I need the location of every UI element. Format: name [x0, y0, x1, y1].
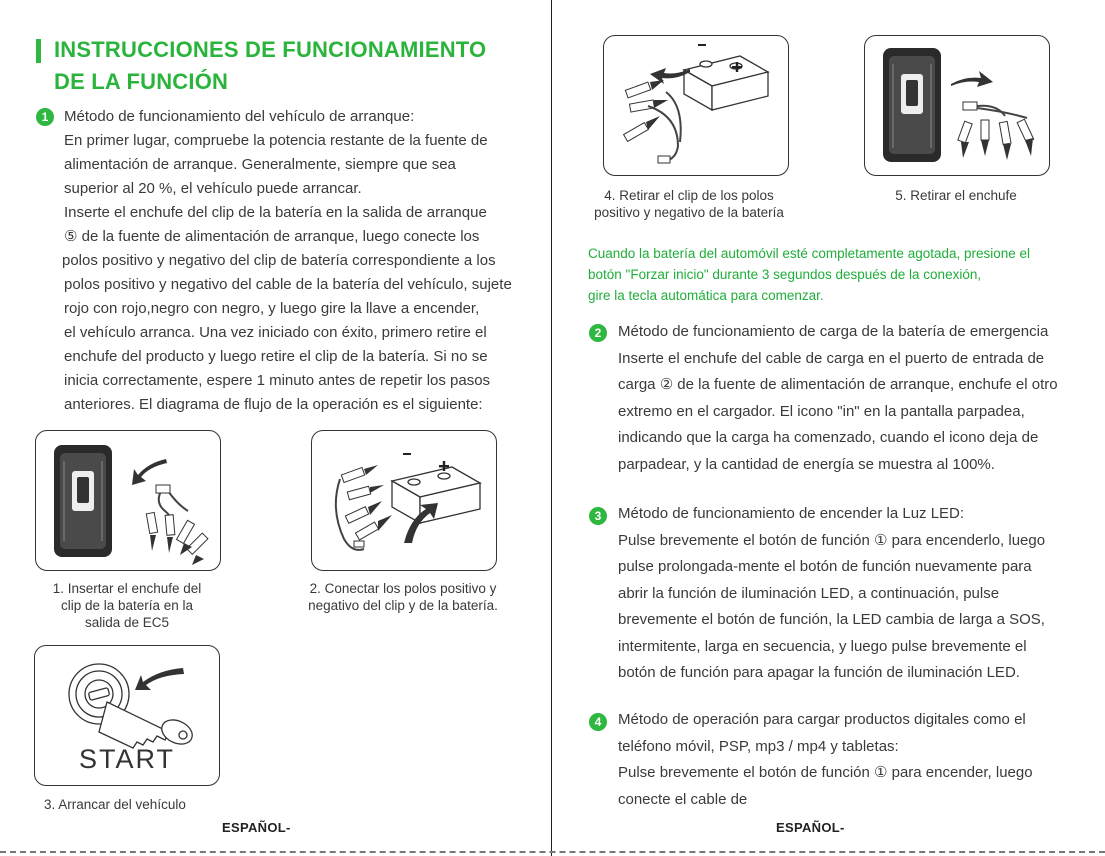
arrow-icon: [132, 459, 167, 485]
car-battery-icon: [392, 467, 480, 523]
page-divider: [551, 0, 552, 856]
figure-connect-clips: [311, 430, 497, 571]
text-line: parpadear, y la cantidad de energía se muestra al 100%.: [618, 455, 995, 473]
text-line: rojo con rojo,negro con negro, y luego gire la llave a encender,: [64, 300, 480, 317]
step-2-text: [618, 319, 1058, 478]
text-line: conecte el cable de: [618, 790, 748, 808]
text-line: el vehículo arranca. Una vez iniciado con éxito, primero retire el: [64, 324, 487, 341]
battery-remove-illustration: [604, 36, 788, 175]
text-line: ⑤ de la fuente de alimentación de arranque, luego conecte los: [64, 228, 480, 245]
caption-line: salida de EC5: [84, 615, 170, 630]
text-line: brevemente el botón de función, la LED cambia de larga a SOS,: [618, 611, 1045, 628]
text-line: anteriores. El diagrama de flujo de la operación es el siguiente:: [64, 396, 483, 413]
step-1-badge: 1: [36, 108, 54, 126]
note-line: Cuando la batería del automóvil esté completamente agotada, presione el: [588, 246, 1031, 261]
caption-line: 4. Retirar el clip de los polos: [604, 188, 774, 203]
text-line: carga ② de la fuente de alimentación de arranque, enchufe el otro: [618, 376, 1058, 393]
footer-label-right: ESPAÑOL-: [776, 820, 845, 835]
caption-4: [580, 187, 798, 221]
text-line: Inserte el enchufe del cable de carga en el puerto de entrada de: [618, 349, 1045, 367]
text-line: indicando que la carga ha comenzado, cuando el icono deja de: [618, 429, 1039, 446]
caption-2: [290, 580, 516, 614]
caption-line: 1. Insertar el enchufe del: [52, 581, 202, 596]
minus-sign: [403, 453, 411, 455]
step-2-badge: 2: [589, 324, 607, 342]
note-line: gire la tecla automática para comenzar.: [588, 288, 824, 303]
text-line: superior al 20 %, el vehículo puede arrancar.: [64, 180, 362, 197]
caption-line: positivo y negativo de la batería: [594, 205, 784, 220]
step-1-text: [64, 105, 512, 417]
note-line: botón "Forzar inicio" durante 3 segundos después de la conexión,: [588, 267, 982, 282]
figure-remove-plug: [864, 35, 1050, 176]
battery-clip-icon: [146, 512, 208, 554]
text-line: teléfono móvil, PSP, mp3 / mp4 y tabletas:: [618, 737, 899, 755]
battery-clip-icon: [958, 119, 1034, 144]
text-line: polos positivo y negativo del clip de batería correspondiente a los: [62, 252, 496, 269]
key-icon: [99, 702, 196, 749]
text-line: botón de función para apagar la función de iluminación LED.: [618, 664, 1020, 681]
start-label: START: [78, 744, 175, 774]
step-3-text: [618, 501, 1045, 687]
caption-line: 2. Conectar los polos positivo y: [309, 581, 497, 596]
text-line: Método de operación para cargar productos digitales como el: [618, 711, 1026, 728]
text-line: inicia correctamente, espere 1 minuto antes de repetir los pasos: [64, 372, 491, 389]
figure-start-vehicle: [34, 645, 220, 786]
text-line: Método de funcionamiento de carga de la batería de emergencia: [618, 323, 1049, 340]
text-line: Método de funcionamiento de encender la Luz LED:: [618, 505, 965, 522]
text-line: Pulse brevemente el botón de función ① para encenderlo, luego: [618, 531, 1046, 549]
caption-1: [22, 580, 232, 631]
starter-plug-illustration: [36, 431, 220, 570]
text-line: pulse prolongada-mente el botón de función nuevamente para: [618, 558, 1032, 575]
title-line-1: INSTRUCCIONES DE FUNCIONAMIENTO: [54, 37, 487, 62]
force-start-note: [588, 243, 1030, 306]
battery-connect-illustration: [312, 431, 496, 570]
title-line-2: DE LA FUNCIÓN: [54, 69, 229, 94]
car-battery-icon: [684, 56, 768, 110]
text-line: enchufe del producto y luego retire el clip de la batería. Si no se: [64, 348, 488, 365]
unplug-illustration: [865, 36, 1049, 175]
arrow-icon: [951, 71, 993, 87]
text-line: Inserte el enchufe del clip de la batería en la salida de arranque: [64, 204, 487, 221]
text-line: Pulse brevemente el botón de función ① para encender, luego: [618, 764, 1033, 781]
footer-label-left: ESPAÑOL-: [222, 820, 291, 835]
battery-clip-icon: [624, 82, 655, 141]
step-4-text: [618, 707, 1033, 813]
battery-clip-icon: [341, 467, 378, 539]
minus-sign: [698, 44, 706, 46]
arrow-icon: [135, 668, 184, 690]
text-line: extremo en el cargador. El icono "in" en la pantalla parpadea,: [618, 402, 1025, 420]
text-line: Método de funcionamiento del vehículo de arranque:: [64, 108, 415, 125]
text-line: polos positivo y negativo del cable de la batería del vehículo, sujete: [64, 276, 512, 293]
caption-line: clip de la batería en la: [60, 598, 194, 613]
figure-remove-clips: [603, 35, 789, 176]
bottom-rule: [0, 851, 1105, 853]
text-line: intermitente, larga en secuencia, y luego pulse brevemente el: [618, 637, 1027, 655]
title-accent-bar: [36, 39, 41, 63]
step-4-badge: 4: [589, 713, 607, 731]
text-line: alimentación de arranque. Generalmente, siempre que sea: [64, 156, 456, 173]
caption-3: 3. Arrancar del vehículo: [44, 797, 186, 812]
caption-5: 5. Retirar el enchufe: [895, 188, 1017, 203]
caption-line: negativo del clip y de la batería.: [308, 598, 498, 613]
section-title: [54, 34, 486, 98]
text-line: En primer lugar, compruebe la potencia restante de la fuente de: [64, 132, 488, 149]
figure-insert-plug: [35, 430, 221, 571]
text-line: abrir la función de iluminación LED, a continuación, pulse: [618, 584, 1000, 602]
step-3-badge: 3: [589, 507, 607, 525]
